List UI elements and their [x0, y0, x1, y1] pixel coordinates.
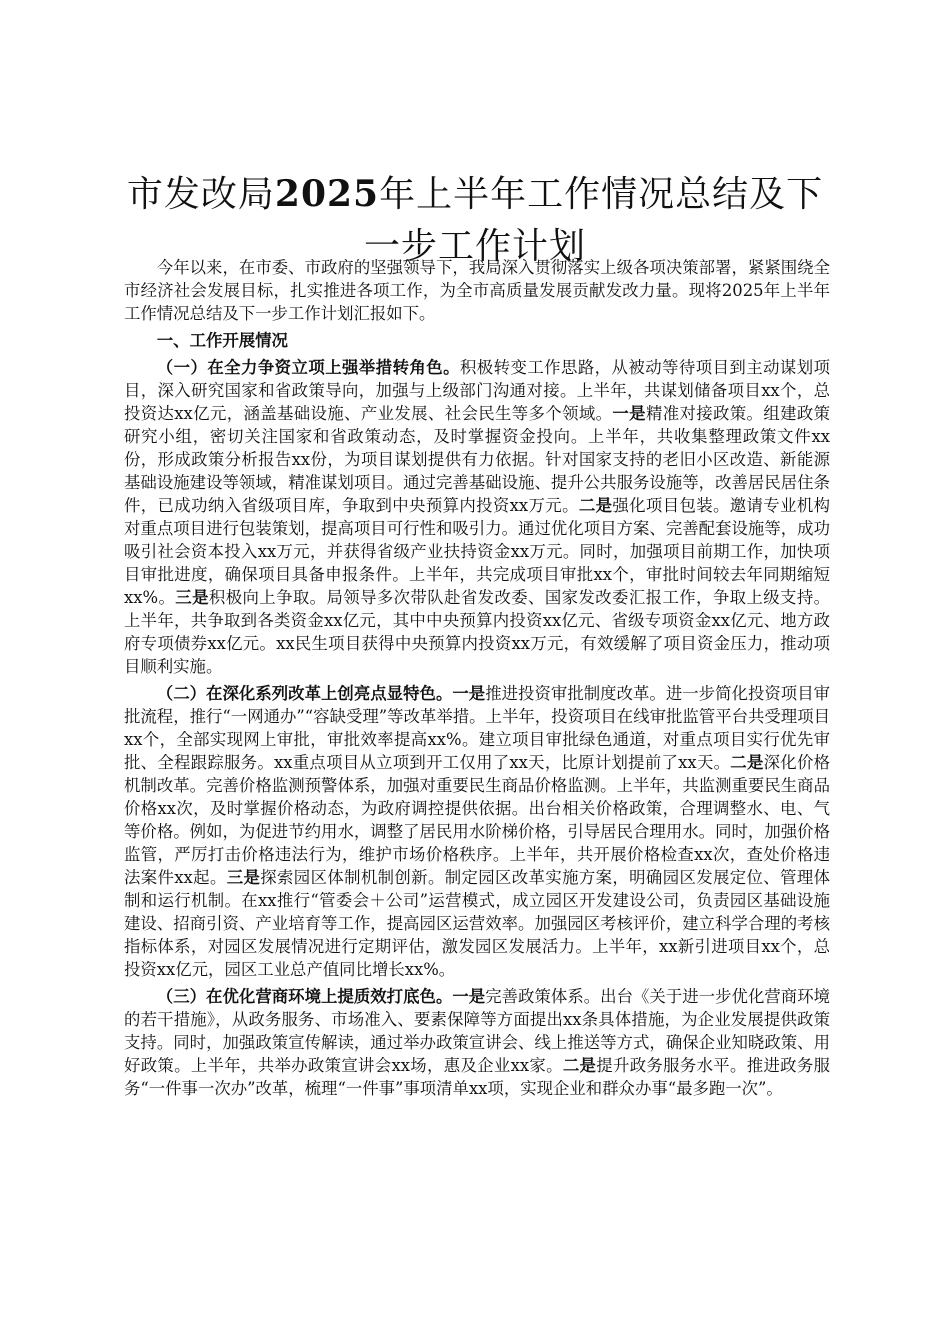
- item-1-text-1: 精准对接政策。组建政策研究小组，密切关注国家和省政策动态，及时掌握资金投向。上半年，共收集整理政策文件xx份，形成政策分析报告xx份，为项目谋划提供有力依据。针对国家支持的老旧小区改造、新能源基础设施建设等领域，精准谋划项目。通过完善基础设施、提升公共服务设施等，改善居民居住条件，已成功纳入省级项目库，争取到中央预算内投资xx万元。: [124, 404, 831, 515]
- item-1-mark-3: 三是: [175, 588, 209, 607]
- item-3-heading: （三）在优化营商环境上提质效打底色。: [156, 987, 453, 1006]
- intro-paragraph: 今年以来，在市委、市政府的坚强领导下，我局深入贯彻落实上级各项决策部署，紧紧围绕全市经济社会发展目标，扎实推进各项工作，为全市高质量发展贡献发改力量。现将2025年上半年工作情况总结及下一步工作计划汇报如下。: [124, 258, 830, 323]
- item-1-text-2: 强化项目包装。邀请专业机构对重点项目进行包装策划，提高项目可行性和吸引力。通过优化项目方案、完善配套设施等，成功吸引社会资本投入xx万元，并获得省级产业扶持资金xx万元。同时，加强项目前期工作，加快项目审批进度，确保项目具备申报条件。上半年，共完成项目审批xx个，审批时间较去年同期缩短xx%。: [124, 496, 831, 607]
- item-3-text-2: 提升政务服务水平。推进政务服务“一件事一次办”改革，梳理“一件事”事项清单xx项，实现企业和群众办事“最多跑一次”。: [124, 1056, 830, 1098]
- item-3-mark-1: 一是: [452, 987, 486, 1006]
- item-2-heading: （二）在深化系列改革上创亮点显特色。: [156, 684, 453, 703]
- item-2-mark-2: 二是: [730, 753, 764, 772]
- item-1-lead: 积极转变工作思路，从被动等待项目到主动谋划项目，深入研究国家和省政策导向，加强与上级部门沟通对接。上半年，共谋划储备项目xx个，总投资达xx亿元，涵盖基础设施、产业发展、社会民生等多个领域。: [124, 358, 831, 423]
- paragraph-item-3: [124, 985, 830, 1100]
- paragraph-item-1: [124, 356, 830, 678]
- document-body: [124, 256, 830, 1100]
- paragraph-item-2: [124, 682, 830, 981]
- item-2-text-3: 探索园区体制机制创新。制定园区改革实施方案，明确园区发展定位、管理体制和运行机制。在xx推行“管委会＋公司”运营模式，成立园区开发建设公司，负责园区基础设施建设、招商引资、产业培育等工作，提高园区运营效率。加强园区考核评价，建立科学合理的考核指标体系，对园区发展情况进行定期评估，激发园区发展活力。上半年，xx新引进项目xx个，总投资xx亿元，园区工业总产值同比增长xx%。: [124, 868, 831, 979]
- item-2-mark-1: 一是: [452, 684, 486, 703]
- item-1-mark-1: 一是: [612, 404, 646, 423]
- title-prefix: 市发改局: [126, 174, 275, 215]
- item-2-mark-3: 三是: [226, 868, 261, 887]
- item-2-text-1: 推进投资审批制度改革。进一步简化投资项目审批流程，推行“一网通办”“容缺受理”等改革举措。上半年，投资项目在线审批监管平台共受理项目xx个，全部实现网上审批，审批效率提高xx%。建立项目审批绿色通道，对重点项目实行优先审批、全程跟踪服务。xx重点项目从立项到开工仅用了xx天，比原计划提前了xx天。: [124, 684, 831, 772]
- item-1-mark-2: 二是: [578, 496, 613, 515]
- item-1-heading: （一）在全力争资立项上强举措转角色。: [156, 358, 460, 377]
- item-3-mark-2: 二是: [562, 1056, 597, 1075]
- title-year: 2025: [274, 173, 380, 215]
- item-1-text-3: 积极向上争取。局领导多次带队赴省发改委、国家发改委汇报工作，争取上级支持。上半年，共争取到各类资金xx亿元，其中中央预算内投资xx亿元、省级专项资金xx亿元、地方政府专项债券xx亿元。xx民生项目获得中央预算内投资xx万元，有效缓解了项目资金压力，推动项目顺利实施。: [124, 588, 831, 676]
- item-3-text-1: 完善政策体系。出台《关于进一步优化营商环境的若干措施》，从政务服务、市场准入、要素保障等方面提出xx条具体措施，为企业发展提供政策支持。同时，加强政策宣传解读，通过举办政策宣讲会、线上推送等方式，确保企业知晓政策、用好政策。上半年，共举办政策宣讲会xx场，惠及企业xx家。: [124, 987, 831, 1075]
- title-suffix: 年上半年工作情况总结及下一步工作计划: [363, 174, 824, 267]
- item-2-text-2: 深化价格机制改革。完善价格监测预警体系，加强对重要民生商品价格监测。上半年，共监测重要民生商品价格xx次，及时掌握价格动态，为政府调控提供依据。出台相关价格政策，合理调整水、电、气等价格。例如，为促进节约用水，调整了居民用水阶梯价格，引导居民合理用水。同时，加强价格监管，严厉打击价格违法行为，维护市场价格秩序。上半年，共开展价格检查xx次，查处价格违法案件xx起。: [124, 753, 831, 887]
- section-heading-work-status: 一、工作开展情况: [156, 331, 288, 350]
